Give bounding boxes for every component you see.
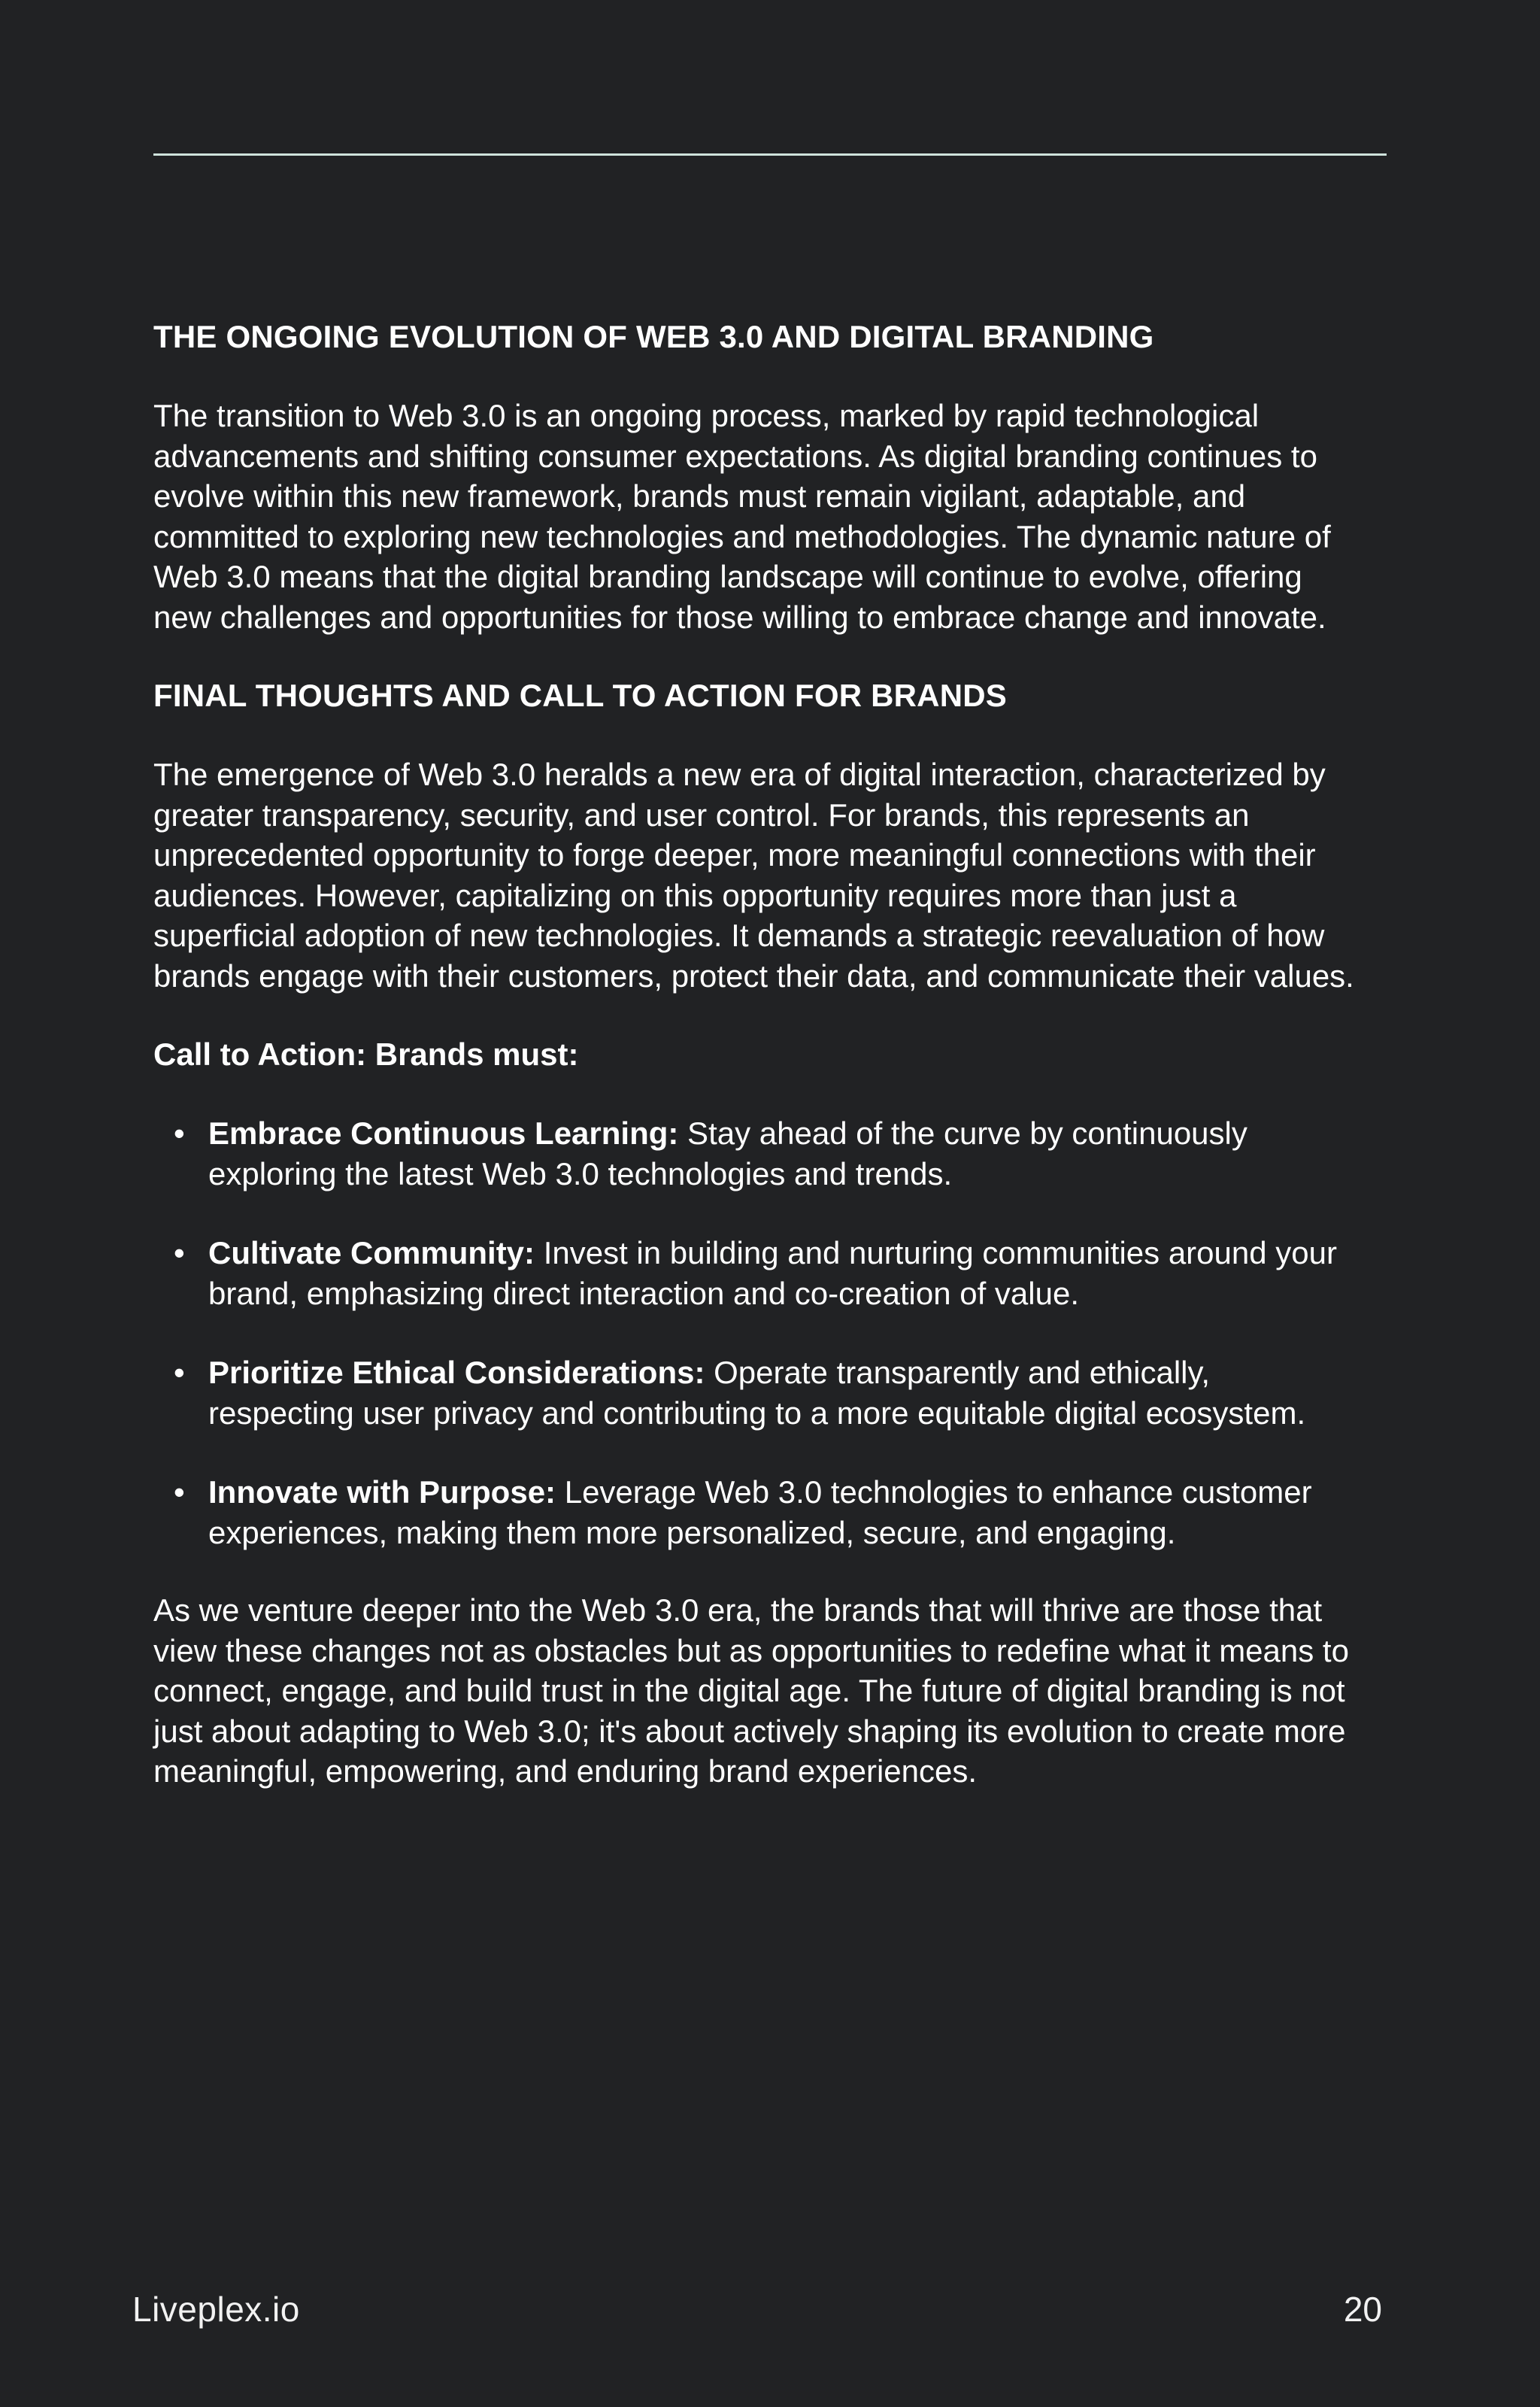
list-item — [153, 1113, 1364, 1194]
list-item — [153, 1233, 1364, 1313]
bullet-icon: • — [174, 1235, 185, 1270]
page-content — [153, 316, 1364, 1792]
section-paragraph-final-thoughts: The emergence of Web 3.0 heralds a new era of digital interaction, characterized by greater transparency, security, and user control. For brands, this represents an unprecedented opportunity to forge deeper, more meaningful connections with their audiences. However, capitalizing on this opportunity requires more than just a superficial adoption of new technologies. It demands a strategic reevaluation of how brands engage with their customers, protect their data, and communicate their values. — [153, 757, 1354, 994]
list-item — [153, 1352, 1364, 1433]
footer-brand: Liveplex.io — [132, 2290, 300, 2329]
page-number: 20 — [1343, 2290, 1382, 2329]
closing-paragraph: As we venture deeper into the Web 3.0 era, the brands that will thrive are those that view these changes not as obstacles but as opportunities to redefine what it means to connect, engage, and build trust in the digital age. The future of digital branding is not just about adapting to Web 3.0; it's about actively shaping its evolution to create more meaningful, empowering, and enduring brand experiences. — [153, 1592, 1349, 1789]
list-item-text: Operate transparently and ethically, respecting user privacy and contributing to a more equitable digital ecosystem. — [208, 1355, 1306, 1431]
section-heading-evolution: THE ONGOING EVOLUTION OF WEB 3.0 AND DIGITAL BRANDING — [153, 319, 1154, 354]
bullet-icon: • — [174, 1355, 185, 1390]
section-paragraph-evolution: The transition to Web 3.0 is an ongoing process, marked by rapid technological advancements and shifting consumer expectations. As digital branding continues to evolve within this new framework, brands must remain vigilant, adaptable, and committed to exploring new technologies and methodologies. The dynamic nature of Web 3.0 means that the digital branding landscape will continue to evolve, offering new challenges and opportunities for those willing to embrace change and innovate. — [153, 398, 1331, 635]
list-item-text: Invest in building and nurturing communities around your brand, emphasizing direct interaction and co-creation of value. — [208, 1235, 1337, 1311]
list-item-title: Embrace Continuous Learning: — [208, 1115, 679, 1151]
section-heading-final-thoughts: FINAL THOUGHTS AND CALL TO ACTION FOR BRANDS — [153, 678, 1007, 713]
list-item — [153, 1472, 1364, 1553]
top-divider — [153, 153, 1387, 156]
bullet-icon: • — [174, 1474, 185, 1510]
list-item-text: Leverage Web 3.0 technologies to enhance customer experiences, making them more personalized, secure, and engaging. — [208, 1474, 1312, 1550]
list-item-title: Innovate with Purpose: — [208, 1474, 556, 1510]
list-item-title: Prioritize Ethical Considerations: — [208, 1355, 705, 1390]
bullet-icon: • — [174, 1115, 185, 1151]
list-item-title: Cultivate Community: — [208, 1235, 535, 1270]
list-item-text: Stay ahead of the curve by continuously exploring the latest Web 3.0 technologies and trends. — [208, 1115, 1247, 1191]
call-to-action-list — [153, 1113, 1364, 1553]
call-to-action-label: Call to Action: Brands must: — [153, 1037, 579, 1072]
